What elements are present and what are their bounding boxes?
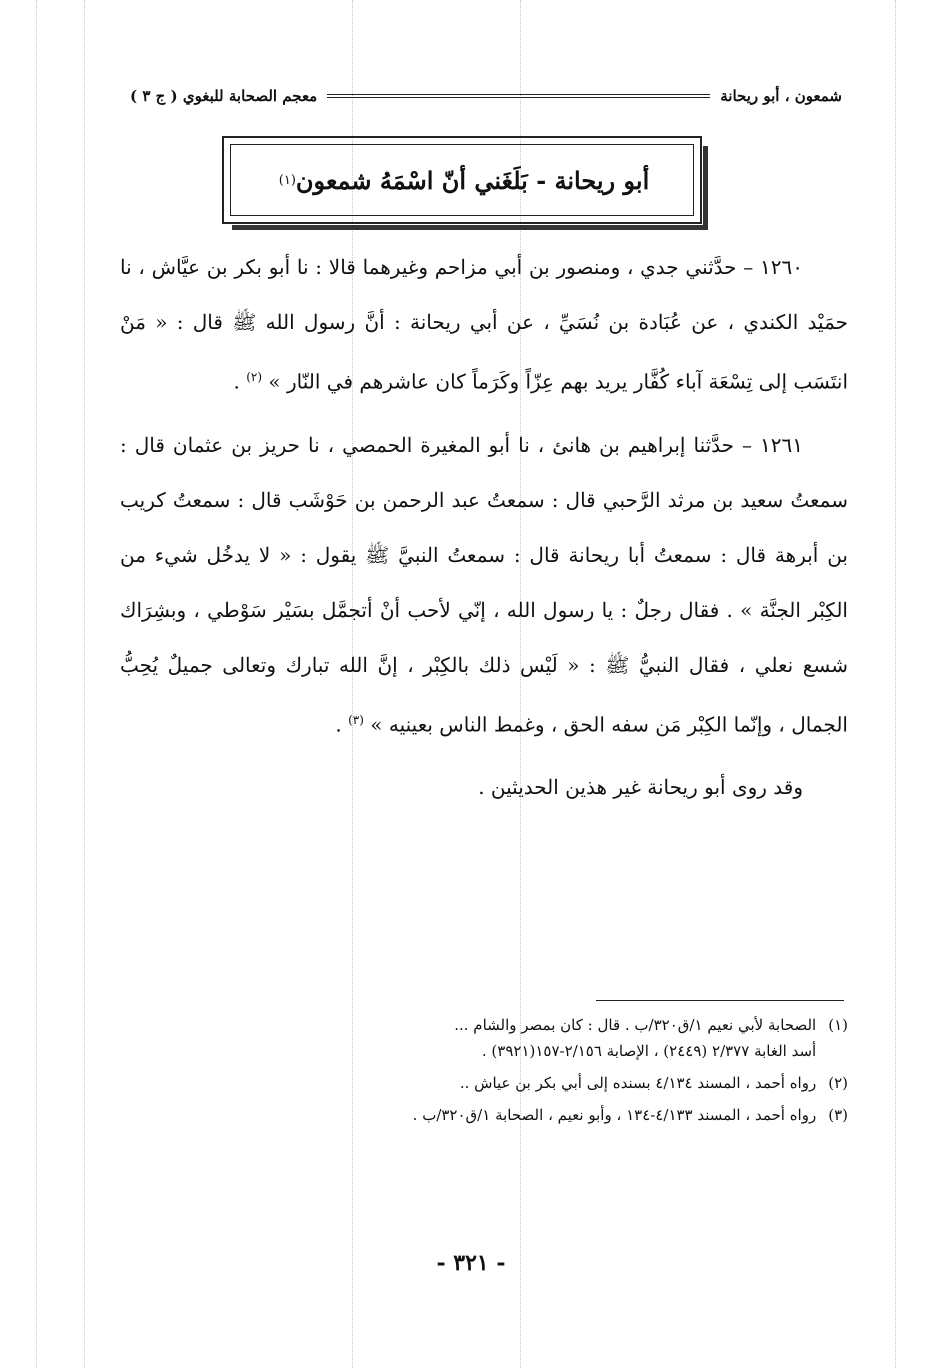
footnote-text bbox=[180, 1070, 816, 1096]
chapter-title-text: أبو ريحانة - بَلَغَني أنّ اسْمَهُ شمعون bbox=[295, 165, 650, 195]
footnote-line: الصحابة لأبي نعيم ١/ق٣٢٠/ب . قال : كان بمصر والشام ... bbox=[454, 1016, 817, 1034]
chapter-title bbox=[224, 138, 700, 222]
footnote-text bbox=[180, 1102, 816, 1128]
paragraph-tail: . bbox=[233, 369, 247, 394]
footnote-text bbox=[180, 1012, 816, 1064]
header-book-title: معجم الصحابة للبغوي ( ج ٣ ) bbox=[130, 87, 318, 105]
footnote-number: (١) bbox=[828, 1016, 848, 1034]
running-header bbox=[130, 82, 842, 110]
footnotes bbox=[180, 1012, 848, 1134]
closing-paragraph bbox=[120, 760, 848, 815]
hadith-paragraph bbox=[120, 240, 848, 410]
footnote-number: (٢) bbox=[828, 1074, 848, 1092]
paragraph-text: ١٢٦١ – حدَّثنا إبراهيم بن هانئ ، نا أبو المغيرة الحمصي ، نا حريز بن عثمان قال : سمعتُ سعيد بن مرثد الرَّحبي قال : سمعتُ عبد الرحمن بن حَوْشَب قال : سمعتُ كريب بن أبرهة قال : سمعتُ أبا ريحانة قال : سمعتُ النبيَّ ﷺ يقول : « لا يدخُل شيء من الكِبْر الجنَّة » . فقال رجلٌ : يا رسول الله ، إنّي لأحب أنْ أتجمَّل بسَيْر سَوْطي ، وبشِرَاك شسع نعلي ، فقال النبيُّ ﷺ : « لَيْس ذلك بالكِبْر ، إنَّ الله تبارك وتعالى جميلٌ يُحِبُّ الجمال ، وإنّما الكِبْر مَن سفه الحق ، وغمط الناس بعينيه » bbox=[120, 432, 848, 737]
page-number: - ٣٢١ - bbox=[436, 1250, 506, 1276]
footnote-line: رواه أحمد ، المسند ٤/١٣٣-١٣٤ ، وأبو نعيم ، الصحابة ١/ق٣٢٠/ب . bbox=[412, 1106, 817, 1124]
paragraph-text: ١٢٦٠ – حدَّثني جدي ، ومنصور بن أبي مزاحم وغيرهما قالا : نا أبو بكر بن عيَّاش ، نا حمَيْد الكندي ، عن عُبَادة بن نُسَيِّ ، عن أبي ريحانة : أنَّ رسول الله ﷺ قال : « مَنْ انتَسَب إلى تِسْعَة آباء كُفَّار يريد بهم عِزّاً وكَرَماً كان عاشرهم في النّار » bbox=[120, 255, 848, 394]
footnote-item bbox=[180, 1012, 848, 1064]
footnote-number: (٣) bbox=[828, 1106, 848, 1124]
header-rule bbox=[327, 94, 710, 98]
footnote-separator bbox=[596, 1000, 844, 1001]
paragraph-tail: . bbox=[335, 712, 349, 737]
hadith-paragraph bbox=[120, 418, 848, 753]
header-section-name: شمعون ، أبو ريحانة bbox=[720, 87, 842, 105]
footnote-ref: (٢) bbox=[246, 370, 263, 384]
chapter-title-footnote-ref: (١) bbox=[278, 172, 296, 188]
footnote-ref: (٣) bbox=[348, 712, 364, 727]
footnote-line: رواه أحمد ، المسند ٤/١٣٤ بسنده إلى أبي بكر بن عياش .. bbox=[459, 1074, 817, 1092]
chapter-title-box bbox=[222, 136, 702, 224]
paragraph-text: وقد روى أبو ريحانة غير هذين الحديثين . bbox=[478, 775, 803, 800]
footnote-item bbox=[180, 1102, 848, 1128]
footnote-item bbox=[180, 1070, 848, 1096]
body-text bbox=[120, 240, 848, 815]
footnote-continuation: أسد الغابة ٢/٣٧٧ (٢٤٤٩) ، الإصابة ٢/١٥٦-١٥٧(٣٩٢١) . bbox=[481, 1042, 817, 1060]
